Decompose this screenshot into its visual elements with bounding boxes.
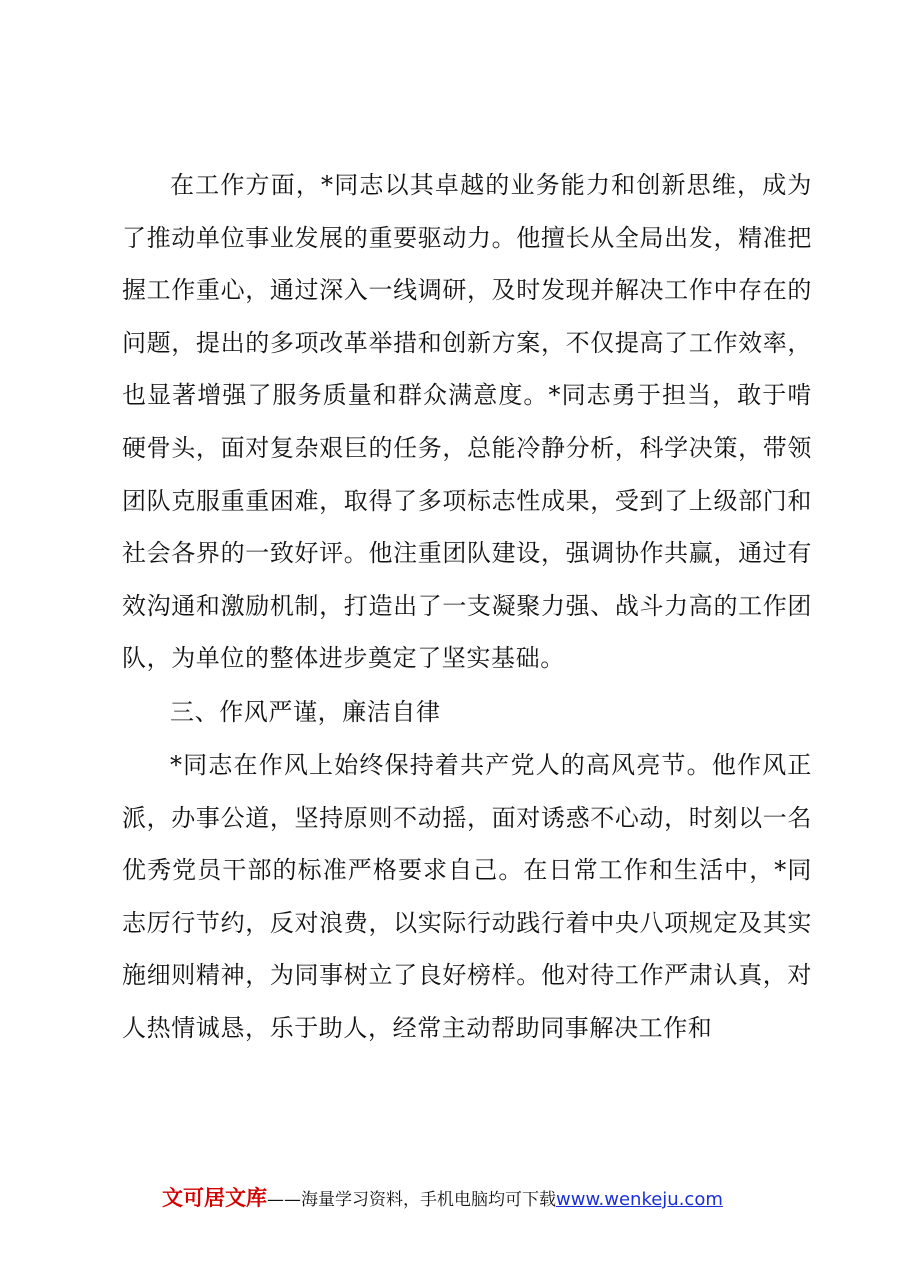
body-paragraph-work: 在工作方面，*同志以其卓越的业务能力和创新思维，成为了推动单位事业发展的重要驱动力。他擅长从全局出发，精准把握工作重心，通过深入一线调研，及时发现并解决工作中存在的问题，提出的多项改革举措和创新方案，不仅提高了工作效率，也显著增强了服务质量和群众满意度。*同志勇于担当，敢于啃硬骨头，面对复杂艰巨的任务，总能冷静分析，科学决策，带领团队克服重重困难，取得了多项标志性成果，受到了上级部门和社会各界的一致好评。他注重团队建设，强调协作共赢，通过有效沟通和激励机制，打造出了一支凝聚力强、战斗力高的工作团队，为单位的整体进步奠定了坚实基础。 [122,171,812,673]
footer-brand: 文可居文库 [162,1186,267,1210]
section-heading-conduct: 三、作风严谨，廉洁自律 [170,697,441,726]
body-paragraph-conduct: *同志在作风上始终保持着共产党人的高风亮节。他作风正派，办事公道，坚持原则不动摇，面对诱惑不心动，时刻以一名优秀党员干部的标准严格要求自己。在日常工作和生活中，*同志厉行节约，反对浪费，以实际行动践行着中央八项规定及其实施细则精神，为同事树立了良好榜样。他对待工作严肃认真，对人热情诚恳，乐于助人，经常主动帮助同事解决工作和 [122,750,812,1042]
footer-slogan: ——海量学习资料，手机电脑均可下载 [267,1190,556,1210]
document-body [122,159,812,1055]
footer-watermark [162,1181,812,1215]
footer-link[interactable]: www.wenkeju.com [556,1189,723,1210]
